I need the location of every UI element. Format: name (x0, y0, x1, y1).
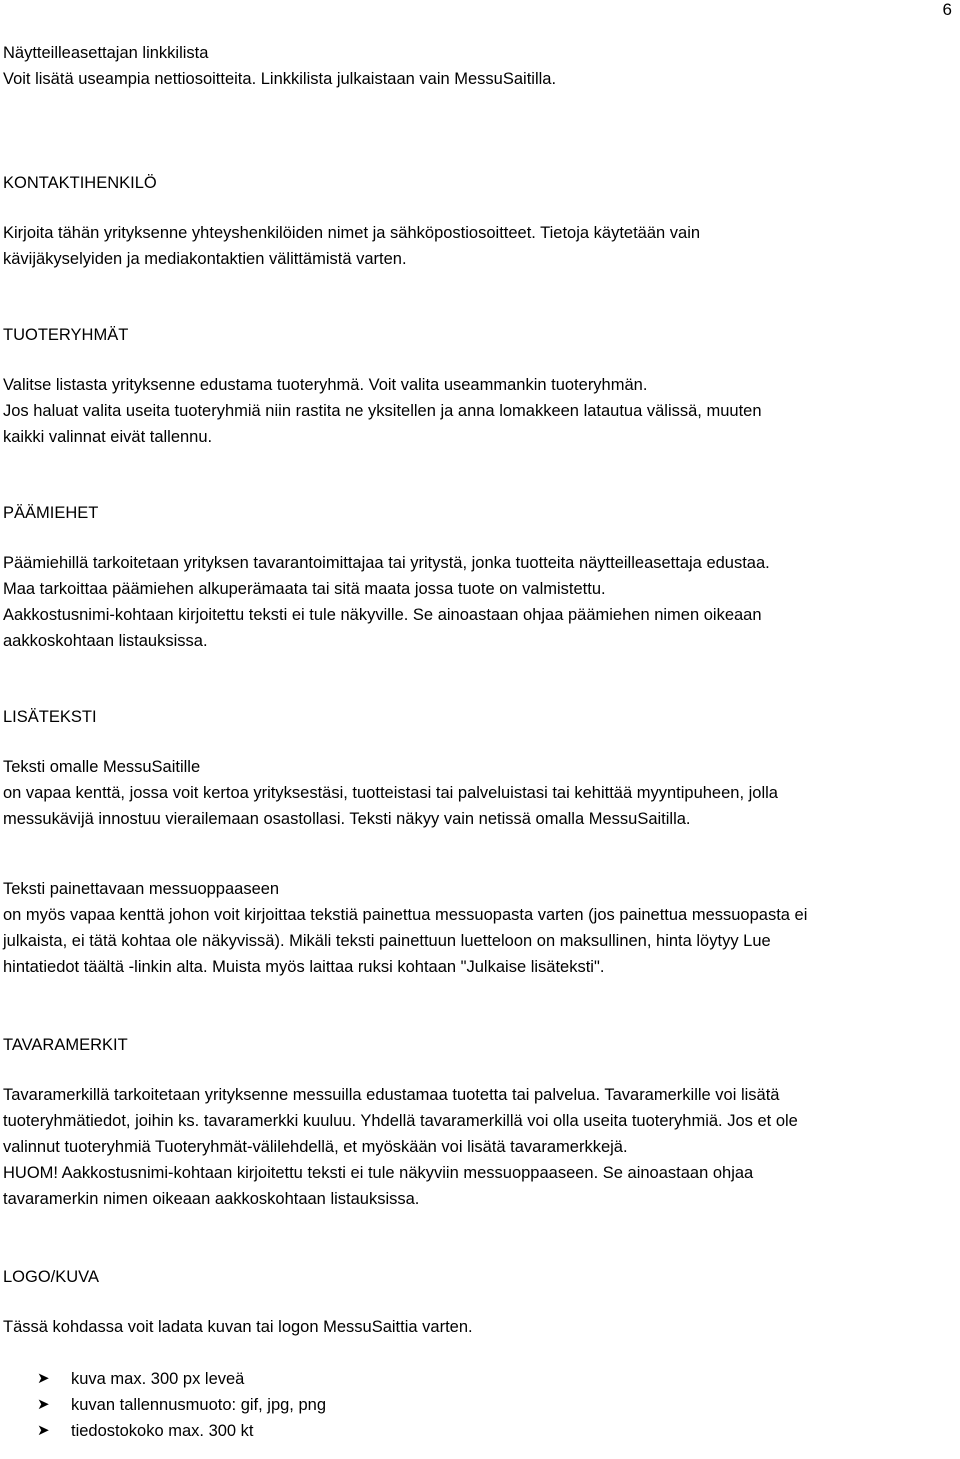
trademarks-line: tavaramerkin nimen oikeaan aakkoskohtaan listauksissa. (3, 1190, 420, 1208)
printed-guide-text-line: julkaista, ei tätä kohtaa ole näkyvissä). Mikäli teksti painettuun luetteloon on maksullinen, hinta löytyy Lue (3, 932, 771, 950)
arrowhead-bullet-icon: ➤ (37, 1396, 50, 1413)
list-item (3, 1366, 953, 1392)
trademarks-line: Tavaramerkillä tarkoitetaan yrityksenne messuilla edustamaa tuotetta tai palvelua. Tavaramerkille voi lisätä (3, 1086, 780, 1104)
linklist-section (3, 40, 953, 92)
list-item (3, 1418, 953, 1444)
list-item-text: kuva max. 300 px leveä (71, 1370, 245, 1388)
messusaitti-text-line: on vapaa kenttä, jossa voit kertoa yrityksestäsi, tuotteistasi tai palveluistasi tai kehittää myyntipuheen, jolla (3, 784, 778, 802)
messusaitti-text-line: messukävijä innostuu vierailemaan osastollasi. Teksti näkyy vain netissä omalla MessuSaitilla. (3, 810, 691, 828)
logo-section (3, 1264, 953, 1444)
principals-heading: PÄÄMIEHET (3, 504, 99, 522)
contact-section (3, 170, 953, 272)
messusaitti-text-title: Teksti omalle MessuSaitille (3, 758, 201, 776)
product-groups-line: Valitse listasta yrityksenne edustama tuoteryhmä. Voit valita useammankin tuoteryhmän. (3, 376, 648, 394)
principals-line: aakkoskohtaan listauksissa. (3, 632, 208, 650)
principals-line: Aakkostusnimi-kohtaan kirjoitettu teksti ei tule näkyville. Se ainoastaan ohjaa päämiehen nimen oikeaan (3, 606, 762, 624)
trademarks-heading: TAVARAMERKIT (3, 1036, 128, 1054)
trademarks-line: valinnut tuoteryhmiä Tuoteryhmät-välilehdellä, et myöskään voi lisätä tavaramerkkejä. (3, 1138, 628, 1156)
product-groups-line: Jos haluat valita useita tuoteryhmiä niin rastita ne yksitellen ja anna lomakkeen latautua välissä, muuten (3, 402, 762, 420)
contact-line: Kirjoita tähän yrityksenne yhteyshenkilöiden nimet ja sähköpostiosoitteet. Tietoja käytetään vain (3, 224, 701, 242)
product-groups-section (3, 322, 953, 450)
list-item-text: tiedostokoko max. 300 kt (71, 1422, 254, 1440)
trademarks-section (3, 1032, 953, 1212)
logo-heading: LOGO/KUVA (3, 1268, 99, 1286)
arrowhead-bullet-icon: ➤ (37, 1370, 50, 1387)
additional-text-heading: LISÄTEKSTI (3, 708, 97, 726)
contact-heading: KONTAKTIHENKILÖ (3, 174, 157, 192)
arrowhead-bullet-icon: ➤ (37, 1422, 50, 1439)
product-groups-line: kaikki valinnat eivät tallennu. (3, 428, 213, 446)
list-item (3, 1392, 953, 1418)
product-groups-heading: TUOTERYHMÄT (3, 326, 129, 344)
list-item-text: kuvan tallennusmuoto: gif, jpg, png (71, 1396, 327, 1414)
logo-text: Tässä kohdassa voit ladata kuvan tai logon MessuSaittia varten. (3, 1318, 473, 1336)
linklist-text: Voit lisätä useampia nettiosoitteita. Linkkilista julkaistaan vain MessuSaitilla. (3, 70, 557, 88)
principals-line: Maa tarkoittaa päämiehen alkuperämaata tai sitä maata jossa tuote on valmistettu. (3, 580, 606, 598)
principals-line: Päämiehillä tarkoitetaan yrityksen tavarantoimittajaa tai yritystä, jonka tuotteita näytteilleasettaja edustaa. (3, 554, 770, 572)
trademarks-line: tuoteryhmätiedot, joihin ks. tavaramerkki kuuluu. Yhdellä tavaramerkillä voi olla useita tuoteryhmiä. Jos et ole (3, 1112, 798, 1130)
document-body (3, 40, 953, 1444)
contact-line: kävijäkyselyiden ja mediakontaktien välittämistä varten. (3, 250, 407, 268)
page-number: 6 (942, 0, 952, 19)
principals-section (3, 500, 953, 654)
linklist-title: Näytteilleasettajan linkkilista (3, 44, 209, 62)
logo-requirements-list (3, 1366, 953, 1444)
printed-guide-text-title: Teksti painettavaan messuoppaaseen (3, 880, 280, 898)
additional-text-section (3, 704, 953, 980)
trademarks-line: HUOM! Aakkostusnimi-kohtaan kirjoitettu teksti ei tule näkyviin messuoppaaseen. Se ainoastaan ohjaa (3, 1164, 754, 1182)
printed-guide-text-line: on myös vapaa kenttä johon voit kirjoittaa tekstiä painettua messuopasta varten (jos painettua messuopasta ei (3, 906, 808, 924)
printed-guide-text-line: hintatiedot täältä -linkin alta. Muista myös laittaa ruksi kohtaan "Julkaise lisäteksti". (3, 958, 605, 976)
